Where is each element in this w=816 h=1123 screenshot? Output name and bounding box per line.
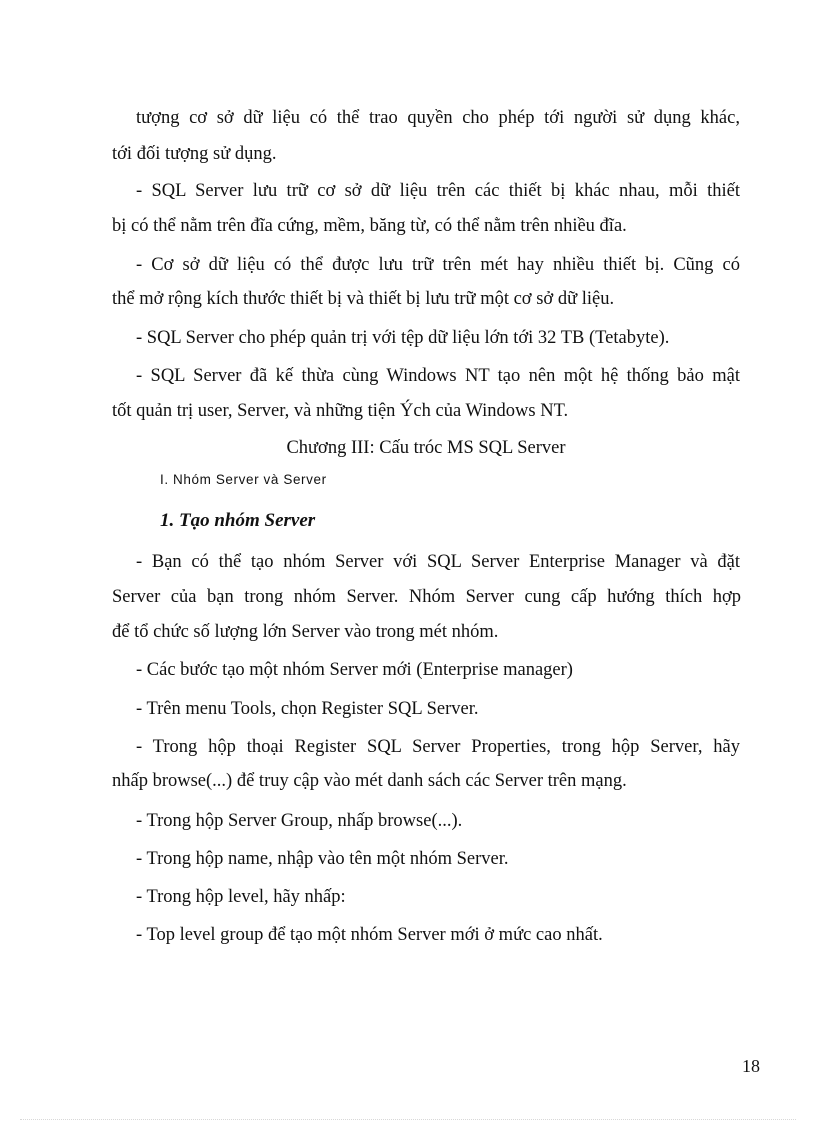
paragraph-line: để tổ chức số lượng lớn Server vào trong mét nhóm. [112, 622, 499, 642]
page-number: 18 [742, 1056, 760, 1076]
paragraph-line: Server của bạn trong nhóm Server. Nhóm Server cung cấp hướng thích hợp [112, 587, 741, 607]
section-title: 1. Tạo nhóm Server [160, 510, 316, 531]
paragraph-line: tượng cơ sở dữ liệu có thể trao quyền cho phép tới người sử dụng khác, [136, 108, 740, 128]
paragraph-line: - Trong hộp level, hãy nhấp: [136, 887, 346, 907]
paragraph-line: - SQL Server cho phép quản trị với tệp dữ liệu lớn tới 32 TB (Tetabyte). [136, 328, 670, 348]
paragraph-line: - Cơ sở dữ liệu có thể được lưu trữ trên mét hay nhiều thiết bị. Cũng có [136, 255, 740, 275]
paragraph-line: - Trong hộp thoại Register SQL Server Properties, trong hộp Server, hãy [136, 737, 740, 757]
paragraph-line: - Trên menu Tools, chọn Register SQL Server. [136, 699, 479, 719]
paragraph-line: thể mở rộng kích thước thiết bị và thiết bị lưu trữ một cơ sở dữ liệu. [112, 289, 615, 309]
paragraph-line: bị có thể nằm trên đĩa cứng, mềm, băng từ, có thể nằm trên nhiều đĩa. [112, 216, 627, 236]
paragraph-line: - Trong hộp name, nhập vào tên một nhóm Server. [136, 849, 509, 869]
paragraph-line: - SQL Server đã kế thừa cùng Windows NT tạo nên một hệ thống bảo mật [136, 366, 740, 386]
paragraph-line: - Trong hộp Server Group, nhấp browse(...). [136, 811, 463, 831]
footer-divider [20, 1119, 796, 1120]
paragraph-line: - Top level group để tạo một nhóm Server mới ở mức cao nhất. [136, 925, 603, 945]
chapter-heading: Chương III: Cấu tróc MS SQL Server [286, 438, 566, 458]
paragraph-line: tốt quản trị user, Server, và những tiện Ých của Windows NT. [112, 401, 569, 421]
paragraph-line: - SQL Server lưu trữ cơ sở dữ liệu trên các thiết bị khác nhau, mỗi thiết [136, 181, 740, 201]
paragraph-line: - Bạn có thể tạo nhóm Server với SQL Server Enterprise Manager và đặt [136, 552, 740, 572]
subheading: I. Nhóm Server và Server [160, 472, 327, 487]
paragraph-line: tới đối tượng sử dụng. [112, 144, 277, 164]
paragraph-line: - Các bước tạo một nhóm Server mới (Enterprise manager) [136, 660, 573, 680]
paragraph-line: nhấp browse(...) để truy cập vào mét danh sách các Server trên mạng. [112, 771, 627, 791]
